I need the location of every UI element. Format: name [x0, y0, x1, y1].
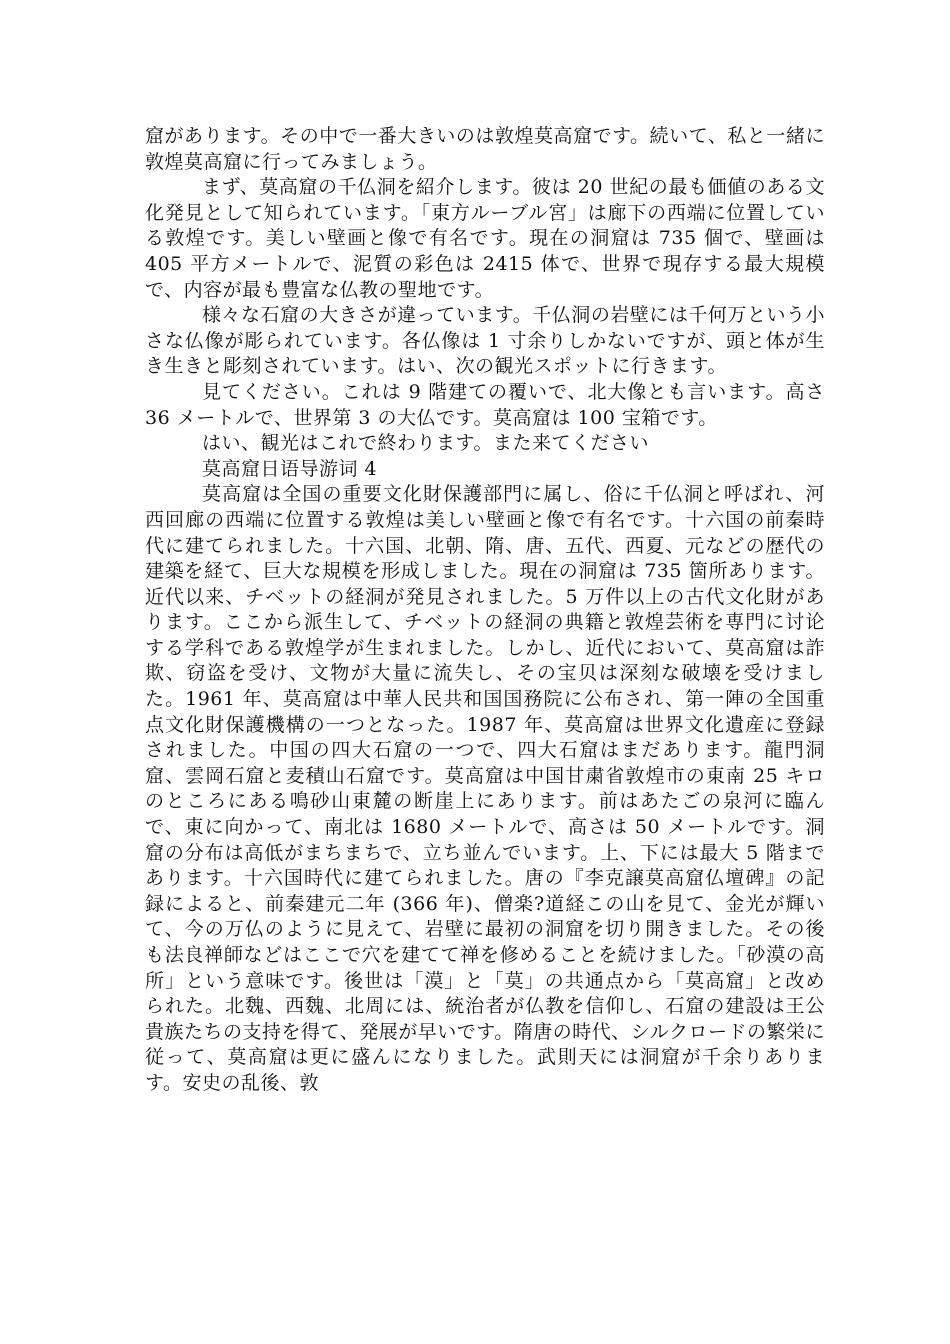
- paragraph-tour-end: はい、観光はこれで終わります。また来てください: [202, 432, 649, 455]
- paragraph-mogao-history: 莫高窟は全国の重要文化財保護部門に属し、俗に千仏洞と呼ばれ、河西回廊の西端に位置する敦煌は美しい壁画と像で有名です。十六国の前秦時代に建てられました。十六国、北朝、隋、唐、五代、西夏、元などの歴代の建築を経て、巨大な規模を形成しました。現在の洞窟は 735 箇所あります。近代以来、チベットの経洞が発見されました。5 万件以上の古代文化財があります。ここから派生して、チベットの経洞の典籍と敦煌芸術を専門に讨论する学科である敦煌学が生まれました。しかし、近代において、莫高窟は詐欺、窃盗を受け、文物が大量に流失し、その宝贝は深刻な破壊を受けました。1961 年、莫高窟は中華人民共和国国務院に公布され、第一陣の全国重点文化財保護機構の一つとなった。1987 年、莫高窟は世界文化遺産に登録されました。中国の四大石窟の一つで、四大石窟はまだあります。龍門洞窟、雲岡石窟と麦積山石窟です。莫高窟は中国甘粛省敦煌市の東南 25 キロのところにある鳴砂山東麓の断崖上にあります。前はあたごの泉河に臨んで、東に向かって、南北は 1680 メートルで、高さは 50 メートルです。洞窟の分布は高低がまちまちで、立ち並んでいます。上、下には最大 5 階まであります。十六国時代に建てられました。唐の『李克譲莫高窟仏壇碑』の記録によると、前秦建元二年 (366 年)、僧楽?道経この山を見て、金光が輝いて、今の万仏のように見えて、岩壁に最初の洞窟を切り開きました。その後も法良禅師などはここで穴を建てて禅を修めることを続けました。「砂漠の高所」という意味です。後世は「漠」と「莫」の共通点から「莫高窟」と改められた。北魏、西魏、北周には、統治者が仏教を信仰し、石窟の建設は王公貴族たちの支持を得て、発展が早いです。隋唐の時代、シルクロードの繁栄に従って、莫高窟は更に盛んになりました。武則天には洞窟が千余りあります。安史の乱後、敦: [145, 483, 825, 1094]
- paragraph-nine-story-building: 見てください。これは 9 階建ての覆いで、北大像とも言います。高さ 36 メートルで、世界第 3 の大仏です。莫高窟は 100 宝箱です。: [145, 380, 825, 429]
- section-heading: 莫高窟日语导游词 4: [202, 457, 378, 480]
- paragraph-continuation: 窟があります。その中で一番大きいのは敦煌莫高窟です。続いて、私と一緒に敦煌莫高窟に行ってみましょう。: [145, 125, 825, 173]
- paragraph-thousand-buddha-caves: まず、莫高窟の千仏洞を紹介します。彼は 20 世紀の最も価値のある文化発見として知られています。「東方ルーブル宮」は廊下の西端に位置している敦煌です。美しい壁画と像で有名です。現在の洞窟は 735 個で、壁画は 405 平方メートルで、泥質の彩色は 2415 体で、世界で現存する最大規模で、内容が最も豊富な仏教の聖地です。: [145, 176, 825, 301]
- document-page: [145, 124, 825, 1097]
- paragraph-cave-sizes: 様々な石窟の大きさが違っています。千仏洞の岩壁には千何万という小さな仏像が彫られています。各仏像は 1 寸余りしかないですが、頭と体が生き生きと彫刻されています。はい、次の観光スポットに行きます。: [145, 304, 825, 378]
